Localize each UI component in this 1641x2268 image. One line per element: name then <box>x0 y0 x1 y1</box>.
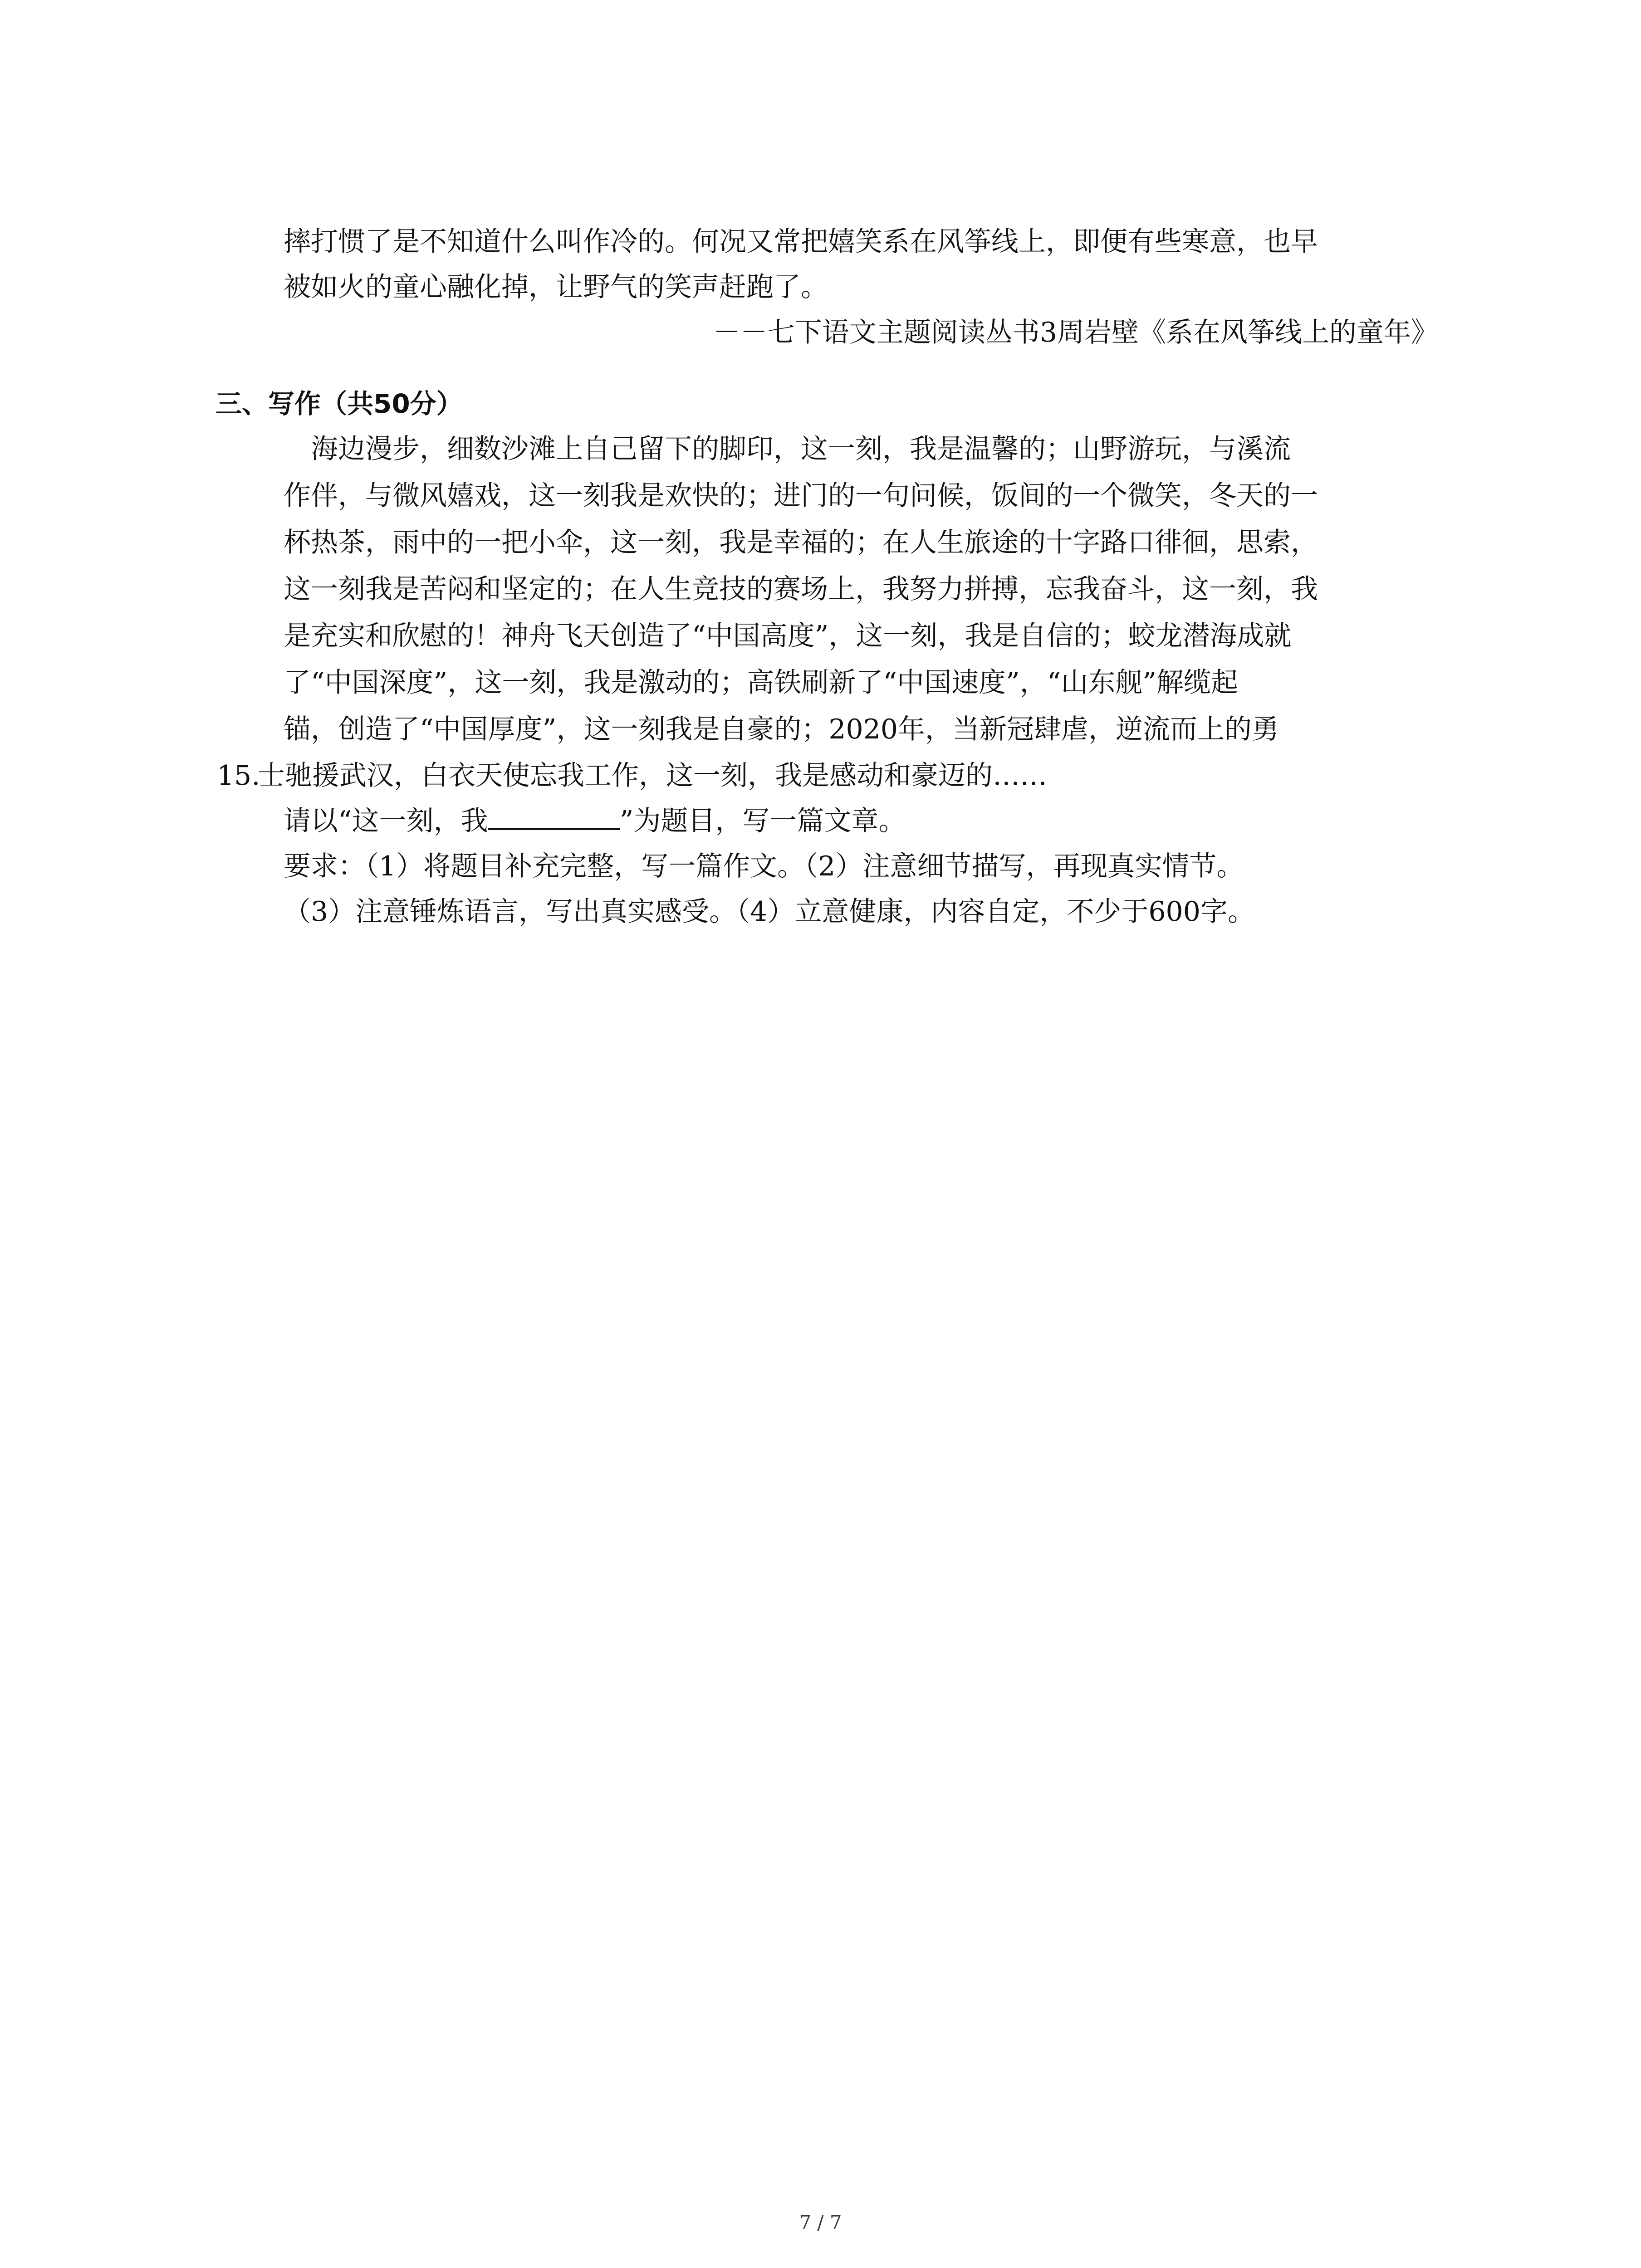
title-instruction-after: ”为题目，写一篇文章。 <box>619 805 906 837</box>
passage-line-1: 摔打惯了是不知道什么叫作冷的。何况又常把嬉笑系在风筝线上，即便有些寒意，也早 <box>284 226 1318 258</box>
question-number: 15. <box>217 760 260 792</box>
prompt-line-1: 海边漫步，细数沙滩上自己留下的脚印，这一刻，我是温馨的；山野游玩，与溪流 <box>311 433 1291 465</box>
prompt-line-7: 锚，创造了“中国厚度”，这一刻我是自豪的；2020年，当新冠肆虐，逆流而上的勇 <box>284 714 1279 745</box>
passage-citation: －－七下语文主题阅读丛书3周岩壁《系在风筝线上的童年》 <box>713 317 1438 348</box>
prompt-line-5: 是充实和欣慰的！神舟飞天创造了“中国高度”，这一刻，我是自信的；蛟龙潜海成就 <box>284 620 1292 652</box>
prompt-line-2: 作伴，与微风嬉戏，这一刻我是欢快的；进门的一句问候，饭间的一个微笑，冬天的一 <box>284 480 1318 512</box>
page-number: 7 / 7 <box>799 2211 842 2234</box>
title-instruction-before: 请以“这一刻，我 <box>284 805 488 837</box>
title-instruction <box>284 798 906 844</box>
prompt-line-4: 这一刻我是苦闷和坚定的；在人生竞技的赛场上，我努力拼搏，忘我奋斗，这一刻，我 <box>284 573 1318 605</box>
passage-line-2: 被如火的童心融化掉，让野气的笑声赶跑了。 <box>284 271 828 303</box>
prompt-line-3: 杯热茶，雨中的一把小伞，这一刻，我是幸福的；在人生旅途的十字路口徘徊，思索， <box>284 527 1318 558</box>
requirements-line-1: 要求：（1）将题目补充完整，写一篇作文。（2）注意细节描写，再现真实情节。 <box>284 850 1244 882</box>
requirements-line-2: （3）注意锤炼语言，写出真实感受。（4）立意健康，内容自定，不少于600字。 <box>284 896 1255 928</box>
prompt-line-8: 士驰援武汉，白衣天使忘我工作，这一刻，我是感动和豪迈的…… <box>258 760 1047 792</box>
section-heading: 三、写作（共50分） <box>216 388 463 419</box>
title-blank <box>488 800 620 830</box>
prompt-line-6: 了“中国深度”，这一刻，我是激动的；高铁刷新了“中国速度”，“山东舰”解缆起 <box>284 667 1239 699</box>
